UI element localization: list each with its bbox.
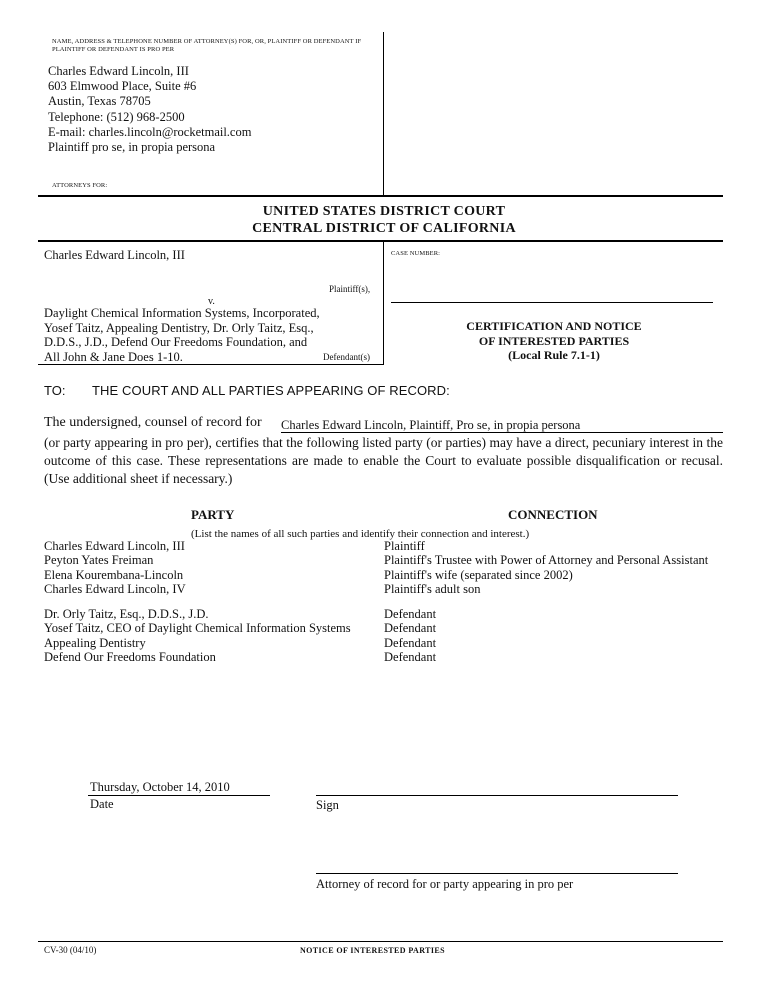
footer-rule bbox=[38, 941, 723, 942]
versus-label: v. bbox=[208, 296, 215, 307]
party-connection: Defendant bbox=[384, 649, 437, 664]
plaintiff-label: Plaintiff(s), bbox=[329, 284, 371, 294]
party-name: Dr. Orly Taitz, Esq., D.D.S., J.D. bbox=[44, 607, 209, 621]
caption-bottom-rule bbox=[38, 364, 384, 365]
form-id: CV-30 (04/10) bbox=[44, 945, 97, 955]
party-connection: Defendant bbox=[384, 607, 437, 621]
party-connection: Defendant bbox=[384, 635, 437, 650]
court-district: CENTRAL DISTRICT OF CALIFORNIA bbox=[252, 221, 516, 236]
local-rule: (Local Rule 7.1-1) bbox=[508, 348, 600, 362]
attorney-line: Charles Edward Lincoln, III bbox=[48, 64, 189, 78]
party-name: Charles Edward Lincoln, IV bbox=[44, 581, 186, 596]
attorney-line: 603 Elmwood Place, Suite #6 bbox=[48, 79, 197, 94]
top-divider-vertical bbox=[383, 32, 384, 196]
attorney-block bbox=[48, 64, 251, 155]
defendant-line: All John & Jane Does 1-10. bbox=[44, 349, 183, 364]
connection-column-group2 bbox=[384, 607, 436, 664]
attorney-line: Austin, Texas 78705 bbox=[48, 94, 151, 109]
signature-line bbox=[316, 795, 678, 796]
party-name: Yosef Taitz, CEO of Daylight Chemical Information Systems bbox=[44, 621, 351, 636]
party-column-group2 bbox=[44, 607, 351, 664]
party-name: Appealing Dentistry bbox=[44, 635, 146, 650]
counsel-for-value: Charles Edward Lincoln, Plaintiff, Pro se, in propia persona bbox=[281, 418, 581, 432]
party-connection: Plaintiff's wife (separated since 2002) bbox=[384, 567, 573, 582]
date-label: Date bbox=[90, 797, 114, 811]
date-value: Thursday, October 14, 2010 bbox=[90, 780, 230, 794]
party-connection: Plaintiff's adult son bbox=[384, 581, 481, 596]
attorney-email: E-mail: charles.lincoln@rocketmail.com bbox=[48, 124, 252, 139]
attorney-line: Telephone: (512) 968-2500 bbox=[48, 109, 185, 124]
undersigned-text: The undersigned, counsel of record for bbox=[44, 415, 262, 430]
party-column-group1 bbox=[44, 539, 186, 596]
party-name: Elena Kourembana-Lincoln bbox=[44, 567, 184, 582]
certification-paragraph: (or party appearing in pro per), certifies that the following listed party (or parties) may have a direct, pecuniary interest in the outcome of this case. These representations are made to enable the Court to evaluate possible disqualification or recusal. (Use additional sheet if necessary.) bbox=[44, 435, 723, 486]
attorneys-for-label: ATTORNEYS FOR: bbox=[52, 182, 108, 189]
attorney-signature-line bbox=[316, 873, 678, 874]
party-name: Charles Edward Lincoln, III bbox=[44, 539, 185, 553]
defendant-line: D.D.S., J.D., Defend Our Freedoms Foundation, and bbox=[44, 335, 308, 349]
case-number-label: CASE NUMBER: bbox=[391, 250, 441, 257]
to-text: THE COURT AND ALL PARTIES APPEARING OF RECORD: bbox=[92, 383, 450, 398]
attorney-header-label: NAME, ADDRESS & TELEPHONE NUMBER OF ATTORNEY(S) FOR, OR, PLAINTIFF OR DEFENDANT IF PLAINTIFF OR DEFENDANT IS PRO PER bbox=[52, 38, 362, 53]
defendant-line: Daylight Chemical Information Systems, Incorporated, bbox=[44, 306, 320, 320]
party-header: PARTY bbox=[191, 507, 235, 522]
document-title bbox=[384, 319, 724, 363]
party-name: Defend Our Freedoms Foundation bbox=[44, 649, 216, 664]
parties-instruction: (List the names of all such parties and identify their connection and interest.) bbox=[191, 528, 530, 540]
party-connection: Plaintiff bbox=[384, 539, 425, 553]
connection-column-group1 bbox=[384, 539, 708, 596]
attorney-line: Plaintiff pro se, in propia persona bbox=[48, 140, 216, 155]
party-connection: Plaintiff's Trustee with Power of Attorney and Personal Assistant bbox=[384, 553, 709, 568]
to-label: TO: bbox=[44, 383, 66, 398]
connection-header: CONNECTION bbox=[508, 507, 598, 522]
top-rule bbox=[38, 195, 723, 197]
defendant-label: Defendant(s) bbox=[323, 352, 370, 362]
defendants-list bbox=[44, 306, 320, 364]
date-line bbox=[88, 795, 270, 796]
document-title-line: OF INTERESTED PARTIES bbox=[478, 333, 630, 348]
footer-title: NOTICE OF INTERESTED PARTIES bbox=[300, 946, 445, 955]
party-name: Peyton Yates Freiman bbox=[44, 553, 154, 568]
document-title-line: CERTIFICATION AND NOTICE bbox=[466, 319, 642, 333]
court-heading bbox=[38, 203, 730, 237]
defendant-line: Yosef Taitz, Appealing Dentistry, Dr. Orly Taitz, Esq., bbox=[44, 320, 314, 335]
court-rule bbox=[38, 240, 723, 242]
attorney-label: Attorney of record for or party appearing in pro per bbox=[316, 877, 574, 891]
case-number-field bbox=[391, 302, 713, 303]
counsel-for-underline bbox=[281, 432, 723, 433]
sign-label: Sign bbox=[316, 798, 339, 812]
plaintiff-name: Charles Edward Lincoln, III bbox=[44, 248, 185, 262]
court-name: UNITED STATES DISTRICT COURT bbox=[262, 204, 506, 219]
party-connection: Defendant bbox=[384, 621, 437, 636]
